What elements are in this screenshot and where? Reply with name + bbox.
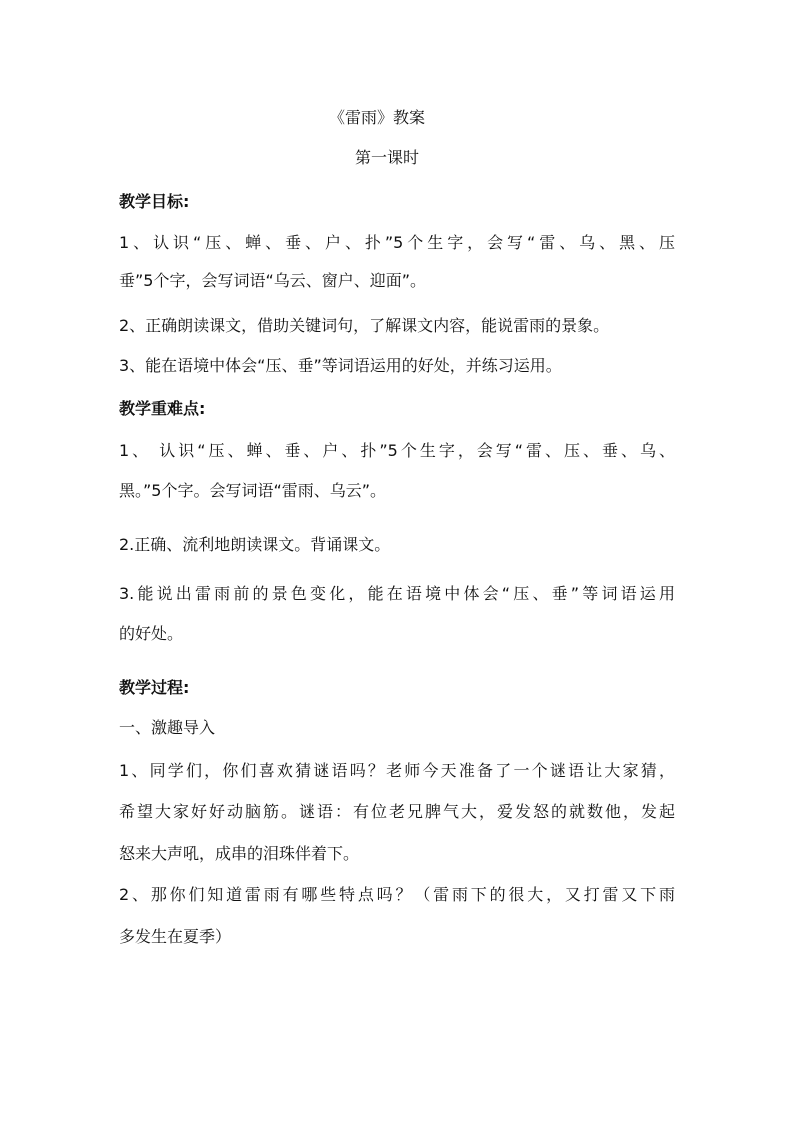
process-line: 希望大家好好动脑筋。谜语：有位老兄脾气大，爱发怒的就数他，发起	[119, 802, 675, 821]
objective-line: 2、正确朗读课文，借助关键词句，了解课文内容，能说雷雨的景象。	[119, 316, 610, 335]
key-point-line: 2.正确、流利地朗读课文。背诵课文。	[119, 535, 391, 554]
key-point-line: 的好处。	[119, 624, 184, 643]
key-point-line: 3.能说出雷雨前的景色变化，能在语境中体会“压、垂”等词语运用	[119, 584, 675, 603]
key-point-line: 黑。”5个字。会写词语“雷雨、乌云”。	[119, 481, 387, 500]
objective-line: 3、能在语境中体会“压、垂”等词语运用的好处，并练习运用。	[119, 356, 562, 375]
key-point-line: 1、 认识“压、蝉、垂、户、扑”5个生字，会写“雷、压、垂、乌、	[119, 441, 675, 460]
process-heading: 教学过程:	[119, 678, 190, 697]
process-section-title: 一、激趣导入	[119, 718, 216, 737]
process-line: 2、那你们知道雷雨有哪些特点吗？（雷雨下的很大，又打雷又下雨	[119, 885, 675, 904]
process-line: 多发生在夏季）	[119, 927, 232, 946]
objective-line: 1、认识“压、蝉、垂、户、扑”5个生字，会写“雷、乌、黑、压	[119, 233, 675, 252]
process-line: 1、同学们，你们喜欢猜谜语吗？老师今天准备了一个谜语让大家猜，	[119, 761, 675, 780]
key-points-heading: 教学重难点:	[119, 399, 206, 418]
lesson-subtitle: 第一课时	[355, 148, 420, 167]
objectives-heading: 教学目标:	[119, 192, 190, 211]
document-title: 《雷雨》教案	[329, 108, 426, 127]
objective-line: 垂”5个字，会写词语“乌云、窗户、迎面”。	[119, 271, 427, 290]
process-line: 怒来大声吼，成串的泪珠伴着下。	[119, 844, 360, 863]
